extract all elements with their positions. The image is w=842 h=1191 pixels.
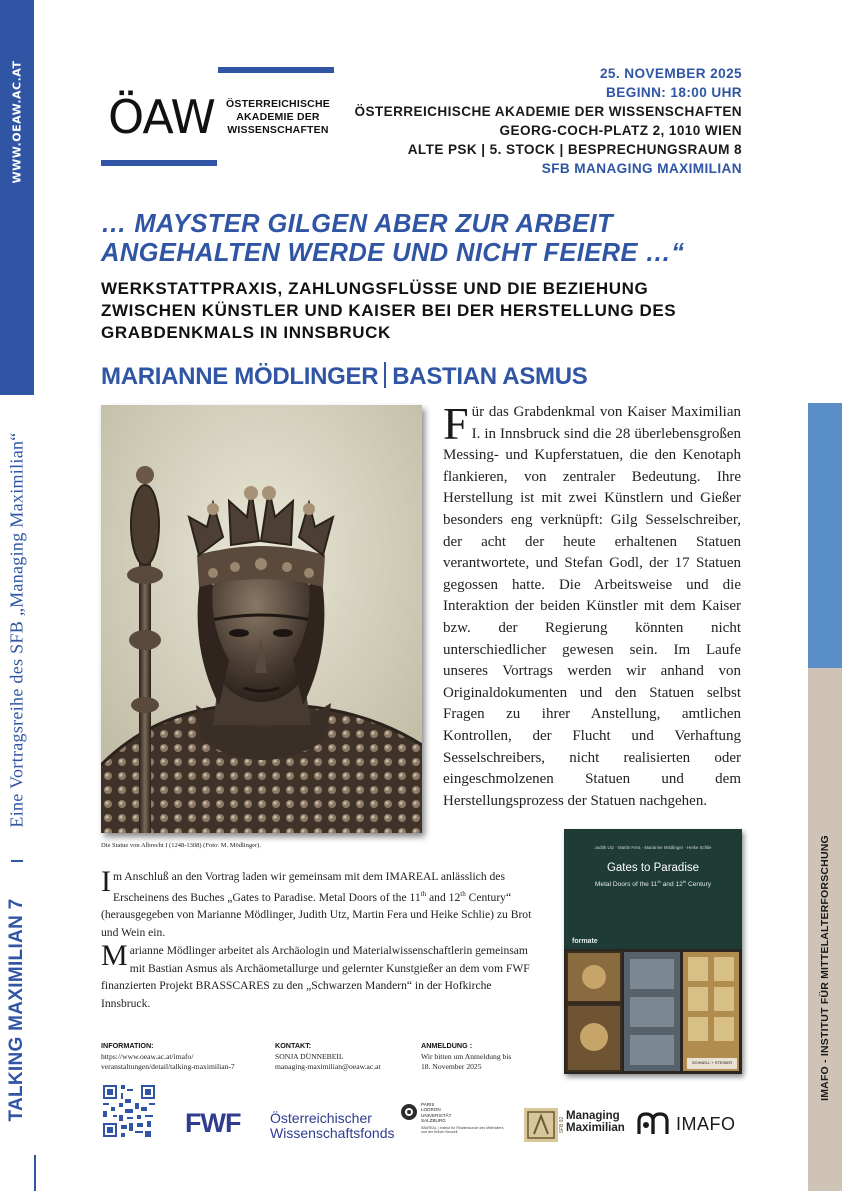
superscript: th (420, 889, 427, 898)
bio-paragraph (101, 939, 541, 1013)
sidebar-talking-text: TALKING MAXIMILIAN 7 (6, 898, 27, 1122)
plus-line: UNIVERSITÄT (421, 1112, 452, 1118)
plus-line: LODRON (421, 1107, 441, 1113)
registration-block (421, 1041, 511, 1071)
info-link-line[interactable]: veranstaltungen/detail/talking-maximilian-7 (101, 1061, 235, 1071)
reception-dropcap: I (101, 865, 111, 898)
speaker-separator (384, 362, 386, 388)
qr-code-icon[interactable] (101, 1083, 157, 1139)
event-date: 25. NOVEMBER 2025 (599, 66, 742, 81)
speakers (101, 362, 587, 391)
superscript: th (460, 889, 466, 898)
bio-dropcap: M (101, 939, 128, 972)
mm-line: Maximilian (566, 1121, 625, 1134)
sidebar-institute-text: IMAFO - INSTITUT FÜR MITTELALTERFORSCHUNG (819, 835, 831, 1101)
plus-line: SALZBURG (421, 1118, 446, 1124)
fwf-logo: FWF (185, 1108, 241, 1138)
plus-text (421, 1102, 451, 1124)
photo-caption: Die Statue von Albrecht I (1248-1308) (Foto: M. Mödlinger). (101, 842, 261, 849)
info-link-line[interactable]: https://www.oeaw.ac.at/imafo/ (101, 1052, 194, 1061)
managing-maximilian-logo (566, 1111, 625, 1134)
qr-code-graphic (101, 1083, 157, 1139)
fwf-logo-text (270, 1111, 395, 1140)
event-time: BEGINN: 18:00 UHR (606, 85, 742, 100)
info-label: INFORMATION: (101, 1041, 154, 1050)
event-address: GEORG-COCH-PLATZ 2, 1010 WIEN (499, 123, 742, 138)
sidebar-divider (11, 860, 23, 862)
registration-label: ANMELDUNG : (421, 1041, 473, 1050)
speaker-name: BASTIAN ASMUS (392, 363, 588, 390)
oeaw-logo-text (226, 98, 330, 137)
book-authors: Judith Utz · Martin Fera · Marianne Mödlinger · Heike Schlie (594, 845, 712, 850)
sidebar-bottom-rule (34, 1155, 36, 1191)
logo-rule-top (218, 67, 334, 73)
abstract (443, 398, 741, 812)
sidebar-series-text: Eine Vortragsreihe des SFB „Managing Maximilian“ (6, 432, 27, 828)
statue-illustration (101, 405, 422, 833)
book-subtitle-part: Metal Doors of the 11 (594, 881, 658, 889)
registration-date: 18. November 2025 (421, 1061, 482, 1071)
contact-block (275, 1041, 381, 1071)
emblem-icon (524, 1108, 558, 1142)
logo-line: ÖSTERREICHISCHE (226, 98, 330, 110)
subtitle-line: ZWISCHEN KÜNSTLER UND KAISER BEI DER HERSTELLUNG DES (101, 301, 677, 320)
statue-photo (101, 405, 422, 833)
title-line: … MAYSTER GILGEN ABER ZUR ARBEIT (101, 210, 613, 238)
event-venue: ÖSTERREICHISCHE AKADEMIE DER WISSENSCHAFTEN (354, 104, 742, 119)
contact-email[interactable]: managing-maximilian@oeaw.ac.at (275, 1061, 381, 1071)
sidebar-url-text[interactable]: WWW.OEAW.AC.AT (10, 60, 24, 184)
plus-line: PARIS (421, 1102, 435, 1107)
right-sidebar-blue (808, 403, 842, 668)
contact-name: SONJA DÜNNEBEIL (275, 1052, 344, 1061)
reception-text: m Anschluß an den Vortrag laden wir gemeinsam mit dem IMAREAL anlässlich des Erscheinens des Buches „Gates to Paradise. Metal Doors of the 11 (113, 870, 505, 904)
book-subtitle-part: Century (686, 881, 712, 889)
book-publisher: SCHNELL + STEINER (691, 1060, 733, 1065)
info-block (101, 1041, 235, 1071)
superscript: th (657, 879, 661, 884)
bio-text: arianne Mödlinger arbeitet als Archäologin und Materialwissenschaftlerin gemeinsam mit Bastian Asmus als Archäometallurge und gelernter Kunstgießer an dem vom FWF finanzierten Projekt BRASSCARES zu den „Schwarzen Mandern“ in der Hofkirche Innsbruck. (101, 944, 530, 1011)
title-line: ANGEHALTEN WERDE UND NICHT FEIERE …“ (101, 239, 685, 267)
book-series: formate (572, 938, 598, 945)
event-room: ALTE PSK | 5. STOCK | BESPRECHUNGSRAUM 8 (407, 142, 742, 157)
reception-paragraph (101, 865, 541, 942)
reception-text: and 12 (426, 890, 461, 904)
subtitle-line: GRABDENKMALS IN INNSBRUCK (101, 323, 391, 342)
lecture-subtitle (101, 278, 751, 344)
reception-text: Century“ (herausgegeben von Marianne Mödlinger, Judith Utz, Martin Fera und Heike Schlie) zu Brot und Wein ein. (101, 890, 532, 939)
lecture-title (101, 210, 741, 268)
oeaw-logo: ÖAW (108, 90, 215, 144)
logo-line: AKADEMIE DER (236, 111, 320, 123)
info-link[interactable] (101, 1052, 235, 1071)
event-organizer: SFB MANAGING MAXIMILIAN (541, 161, 742, 176)
abstract-text: ür das Grabdenkmal von Kaiser Maximilian I. in Innsbruck sind die 28 überlebensgroßen Messing- und Kupferstatuen, die den Kenotaph flankieren, von zentraler Bedeutung. Ihre Herstellung ist mit zwei Künstlern und Gießer besonders eng verknüpft: Gilg Sesselschreiber, der acht der heute erhaltenen Statuen verantwortete, und Stefan Godl, der 17 Statuen gegossen hatte. Die Arbeitsweise und die Interaktion der beiden Künstler mit dem Kaiser bzw. der Regierung könnten nicht unterschiedlicher gewesen sein. Im Laufe unseres Vortrags werden wir anhand von Originaldokumenten und den Statuen selbst Fragen zu ihrer Anstellung, amtlichen Kontrollen, der Flucht und Verhaftung Sesselschreibers, nicht realisierten oder eingeschmolzenen Statuen und dem Herstellungsprozess der Statuen nachgehen. (443, 404, 741, 809)
logo-rule-bottom (101, 160, 217, 166)
contact-label: KONTAKT: (275, 1041, 312, 1050)
event-info (354, 64, 742, 178)
imafo-text: IMAFO (676, 1114, 736, 1134)
sidebar-url[interactable] (0, 0, 34, 200)
logo-line: WISSENSCHAFTEN (227, 124, 329, 136)
mm-tag-text: SFB 92 (559, 1116, 565, 1134)
imafo-mark-icon (636, 1111, 676, 1137)
imareal-text: IMAREAL | Institut für Realienkunde des Mittelalters und der frühen Neuzeit (421, 1126, 504, 1135)
fwf-line: Wissenschaftsfonds (270, 1124, 395, 1141)
book-title: Gates to Paradise (606, 862, 700, 874)
superscript: th (682, 879, 687, 884)
book-door-panels (564, 949, 742, 1074)
book-cover (564, 829, 742, 1074)
managing-maximilian-emblem (524, 1108, 558, 1142)
fwf-line: Österreichischer (270, 1110, 372, 1126)
subtitle-line: WERKSTATTPRAXIS, ZAHLUNGSFLÜSSE UND DIE BEZIEHUNG (101, 279, 649, 298)
registration-text: Wir bitten um Anmeldung bis (421, 1052, 512, 1061)
book-subtitle (564, 879, 742, 888)
plus-crest-icon (400, 1103, 418, 1121)
speaker-name: MARIANNE MÖDLINGER (101, 363, 379, 390)
book-subtitle-part: and 12 (660, 881, 683, 889)
mm-line: Managing (566, 1110, 620, 1122)
abstract-dropcap: F (443, 398, 469, 449)
